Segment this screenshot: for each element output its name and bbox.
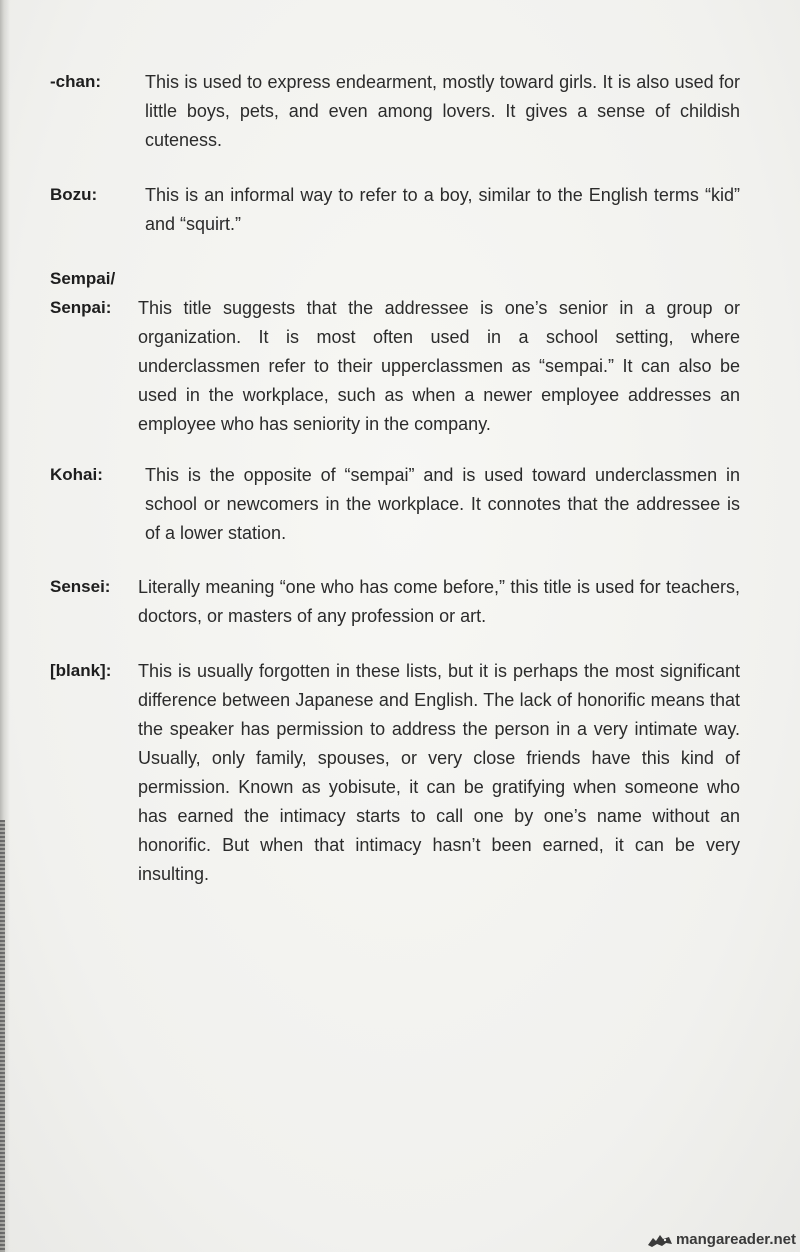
glossary-term: Bozu: bbox=[50, 185, 98, 204]
glossary-definition: This is an informal way to refer to a boy, similar to the English terms “kid” and “squirt.” bbox=[145, 185, 740, 234]
glossary-definition: This title suggests that the addressee is one’s senior in a group or organization. It is most often used in a school setting, where underclassmen refer to their upperclassmen as “sempai.” It can also be used in the workplace, such as when a newer employee addresses an employee who has seniority in the company. bbox=[138, 298, 740, 434]
glossary-term: Sensei: bbox=[50, 577, 111, 596]
glossary-definition: Literally meaning “one who has come before,” this title is used for teachers, doctors, or masters of any profession or art. bbox=[138, 577, 740, 626]
glossary-definition: This is usually forgotten in these lists, but it is perhaps the most significant difference between Japanese and English. The lack of honorific means that the speaker has permission to address the person in a very intimate way. Usually, only family, spouses, or very close friends have this kind of permission. Known as yobisute, it can be gratifying when someone who has earned the intimacy starts to call one by one’s name without an honorific. But when that intimacy hasn’t been earned, it can be very insulting. bbox=[138, 661, 740, 884]
glossary-term: [blank]: bbox=[50, 661, 112, 680]
glossary-term: -chan: bbox=[50, 72, 101, 91]
glossary-term: Senpai: bbox=[50, 298, 112, 317]
glossary-definition: This is the opposite of “sempai” and is used toward underclassmen in school or newcomers in the workplace. It connotes that the addressee is of a lower station. bbox=[145, 465, 740, 543]
glossary-definition: This is used to express endearment, mostly toward girls. It is also used for little boys, pets, and even among lovers. It gives a sense of childish cuteness. bbox=[145, 72, 740, 150]
watermark-text: mangareader.net bbox=[675, 1231, 796, 1248]
site-watermark bbox=[647, 1231, 796, 1248]
fox-logo-icon bbox=[647, 1232, 673, 1248]
page-spine-edge bbox=[0, 820, 5, 1252]
glossary-term: Kohai: bbox=[50, 465, 103, 484]
glossary-term-line1: Sempai/ bbox=[50, 269, 116, 288]
